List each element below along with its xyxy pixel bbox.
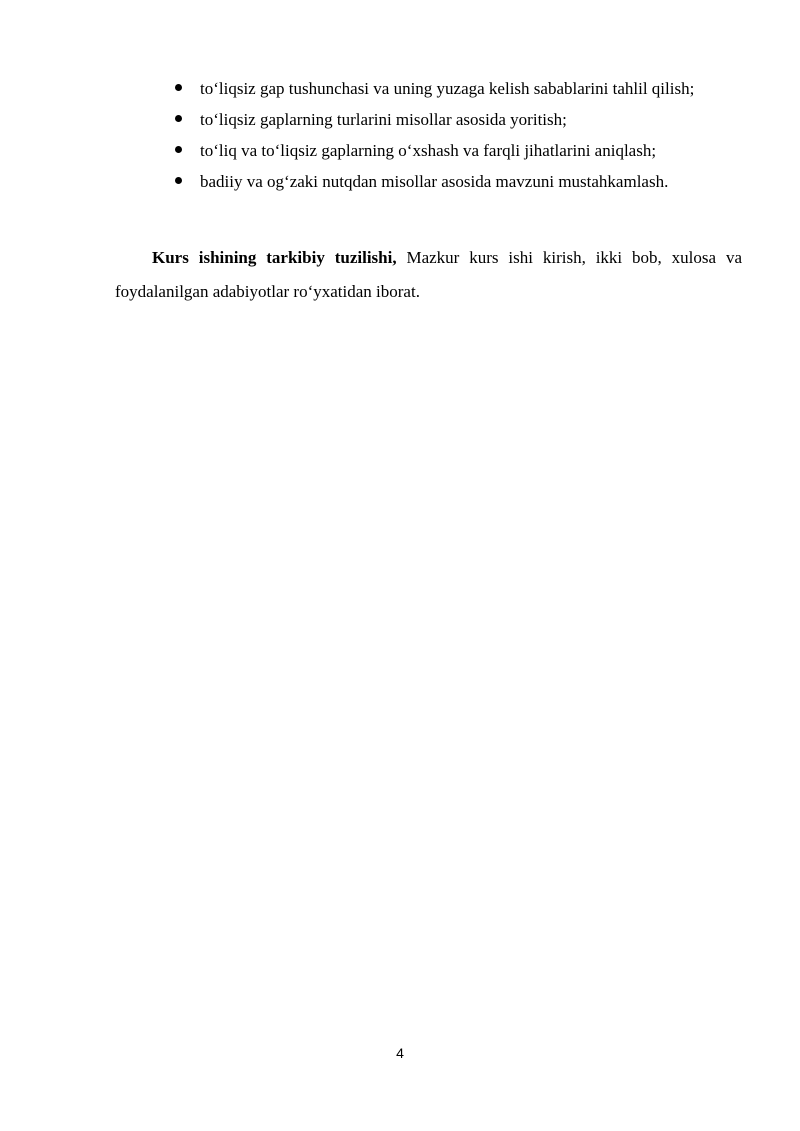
- list-item: [170, 135, 742, 166]
- list-item: [170, 104, 742, 135]
- list-item: [170, 73, 742, 104]
- bullet-icon: [175, 146, 182, 153]
- paragraph-bold-lead: Kurs ishining tarkibiy tuzilishi,: [152, 248, 397, 267]
- list-item-text: to‘liqsiz gaplarning turlarini misollar asosida yoritish;: [200, 110, 567, 129]
- structure-paragraph: [115, 241, 742, 309]
- paragraph-text: Mazkur kurs ishi kirish, ikki bob, xulosa va foydalanilgan adabiyotlar ro‘yxatidan iborat.: [115, 248, 742, 301]
- bullet-icon: [175, 115, 182, 122]
- page-number: 4: [396, 1045, 404, 1061]
- bullet-icon: [175, 84, 182, 91]
- list-item-text: to‘liq va to‘liqsiz gaplarning o‘xshash va farqli jihatlarini aniqlash;: [200, 141, 657, 160]
- list-item-text: to‘liqsiz gap tushunchasi va uning yuzaga kelish sabablarini tahlil qilish;: [200, 79, 695, 98]
- list-item: [170, 166, 742, 197]
- objectives-list: [170, 73, 742, 197]
- bullet-icon: [175, 177, 182, 184]
- list-item-text: badiiy va og‘zaki nutqdan misollar asosida mavzuni mustahkamlash.: [200, 172, 669, 191]
